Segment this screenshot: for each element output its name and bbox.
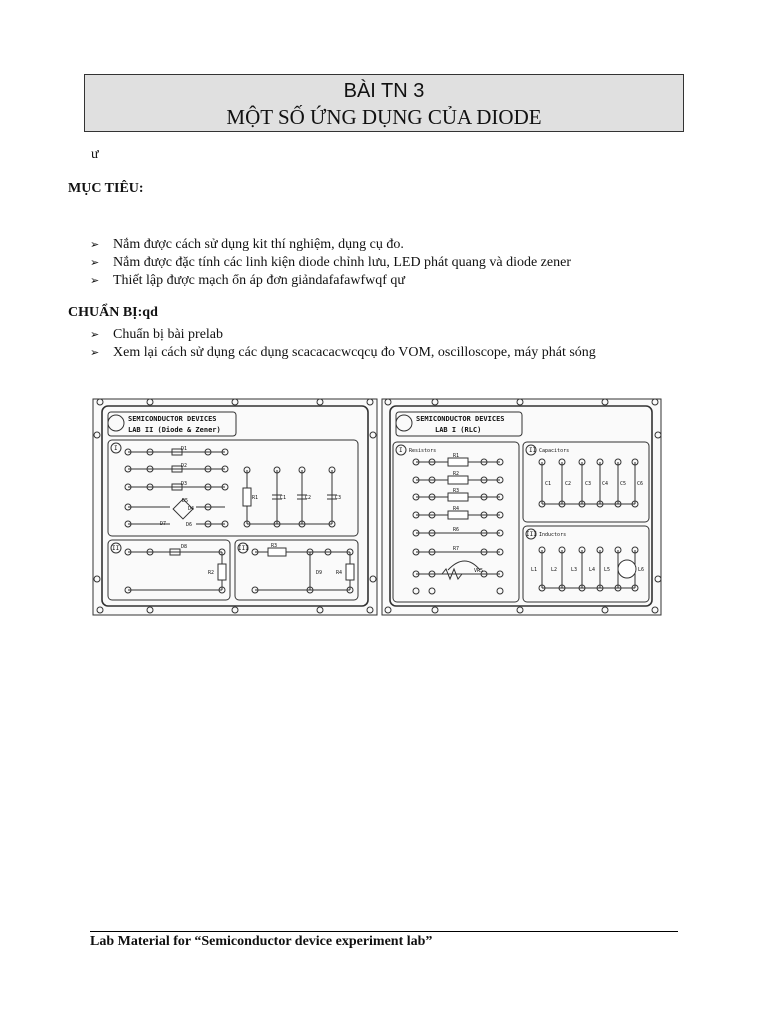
lab-kit-figure [90,392,664,624]
list-item: ➢ Xem lại cách sử dụng các dụng scacacacwcqcụ đo VOM, oscilloscope, máy phát sóng [90,345,596,360]
right-section-label: III [526,531,537,538]
component-label: C2 [305,495,312,501]
component-label: R2 [453,471,460,477]
footer-divider [90,931,678,932]
arrow-bullet-icon: ➢ [90,328,100,341]
component-label: R6 [453,527,460,533]
component-label: R1 [453,453,460,459]
right-board-title: SEMICONDUCTOR DEVICES [416,415,505,423]
component-label: L5 [604,567,611,573]
lab-number: BÀI TN 3 [343,80,425,102]
objectives-heading: MỤC TIÊU: [68,181,144,196]
component-label: R3 [453,488,460,494]
component-label: D5 [182,498,189,504]
left-section-label: II [112,545,120,552]
component-label: R1 [252,495,259,501]
right-board-subtitle: LAB I (RLC) [435,426,482,434]
component-label: VR5 [474,568,484,574]
resistors-heading: Resistors [409,448,437,454]
list-item: ➢ Chuẩn bị bài prelab [90,327,224,342]
list-item: ➢ Nắm được cách sử dụng kit thí nghiệm, dụng cụ đo. [90,237,404,252]
component-label: D1 [181,446,188,452]
component-label: L2 [551,567,558,573]
arrow-bullet-icon: ➢ [90,274,100,287]
component-label: C2 [565,481,572,487]
component-label: L1 [531,567,538,573]
lab-title: MỘT SỐ ỨNG DỤNG CỦA DIODE [226,105,542,129]
component-label: D6 [186,522,193,528]
component-label: D2 [181,463,188,469]
component-label: D3 [181,481,188,487]
list-item: ➢ Nắm được đặc tính các linh kiện diode chỉnh lưu, LED phát quang và diode zener [90,255,571,270]
component-label: L6 [638,567,645,573]
preparation-list [90,326,596,362]
left-section-label: I [114,445,118,452]
component-label: D9 [316,570,323,576]
right-section-label: I [399,447,403,454]
component-label: R3 [271,543,278,549]
title-box [84,74,684,132]
capacitors-heading: Capacitors [539,448,570,454]
component-label: C3 [585,481,592,487]
component-label: C1 [545,481,552,487]
arrow-bullet-icon: ➢ [90,346,100,359]
arrow-bullet-icon: ➢ [90,238,100,251]
left-board-subtitle: LAB II (Diode & Zener) [128,426,221,434]
component-label: R7 [453,546,460,552]
component-label: C5 [620,481,627,487]
component-label: L3 [571,567,578,573]
component-label: R2 [208,570,215,576]
component-label: R4 [336,570,343,576]
objectives-list [90,236,571,290]
stray-text: ư [91,147,99,162]
right-section-label: II [529,447,537,454]
footer-text: Lab Material for “Semiconductor device experiment lab” [90,934,433,949]
component-label: D7 [160,521,167,527]
component-label: C3 [335,495,342,501]
component-label: C6 [637,481,644,487]
preparation-heading: CHUẨN BỊ:qd [68,305,158,320]
component-label: D8 [181,544,188,550]
component-label: C1 [280,495,287,501]
left-section-label: III [238,545,249,552]
inductors-heading: Inductors [539,532,567,538]
component-label: C4 [602,481,609,487]
arrow-bullet-icon: ➢ [90,256,100,269]
left-board-title: SEMICONDUCTOR DEVICES [128,415,217,423]
component-label: L4 [589,567,596,573]
list-item: ➢ Thiết lập được mạch ổn áp đơn giảndafafawfwqf qư [90,273,405,288]
component-label: R4 [453,506,460,512]
component-label: D4 [188,506,195,512]
